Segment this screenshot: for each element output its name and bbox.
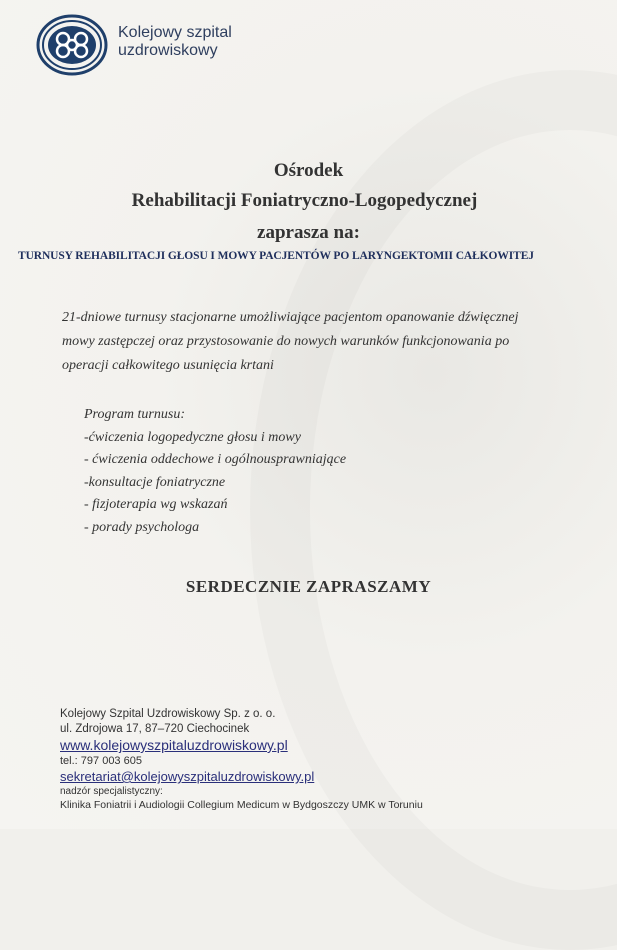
title-line-1: Ośrodek xyxy=(273,160,344,181)
intro-paragraph xyxy=(62,306,592,378)
logo-line-1: Kolejowy szpital xyxy=(118,24,232,41)
footer-address: ul. Zdrojowa 17, 87–720 Ciechocinek xyxy=(60,723,250,735)
title-line-2: Rehabilitacji Foniatryczno-Logopedycznej xyxy=(131,190,478,211)
footer-company: Kolejowy Szpital Uzdrowiskowy Sp. z o. o. xyxy=(60,708,276,720)
hospital-logo-icon xyxy=(36,14,108,76)
footer-phone: tel.: 797 003 605 xyxy=(60,755,142,767)
program-item: - porady psychologa xyxy=(84,519,200,535)
footer-contact xyxy=(60,707,423,812)
footer-supervision: Klinika Foniatrii i Audiologii Collegium Medicum w Bydgoszczy UMK w Toruniu xyxy=(60,799,423,811)
footer-supervision-label: nadzór specjalistyczny: xyxy=(60,786,163,797)
intro-line-3: operacji całkowitego usunięcia krtani xyxy=(62,358,274,373)
program-item: - ćwiczenia oddechowe i ogólnousprawniające xyxy=(84,452,347,467)
event-subtitle: TURNUSY REHABILITACJI GŁOSU I MOWY PACJENTÓW PO LARYNGEKTOMII CAŁKOWITEJ xyxy=(18,250,534,262)
program-item: - fizjoterapia wg wskazań xyxy=(84,497,228,512)
program-item: -ćwiczenia logopedyczne głosu i mowy xyxy=(84,429,301,445)
intro-line-1: 21-dniowe turnusy stacjonarne umożliwiające pacjentom opanowanie dźwięcznej xyxy=(62,310,519,325)
email-link[interactable]: sekretariat@kolejowyszpitaluzdrowiskowy.pl xyxy=(60,769,315,784)
program-item: -konsultacje foniatryczne xyxy=(84,474,226,490)
title-line-3: zaprasza na: xyxy=(257,222,360,243)
logo-wordmark xyxy=(118,24,232,60)
website-link[interactable]: www.kolejowyszpitaluzdrowiskowy.pl xyxy=(60,737,288,753)
program-list xyxy=(84,404,346,539)
program-heading: Program turnusu: xyxy=(84,407,185,422)
logo-line-2: uzdrowiskowy xyxy=(118,42,218,59)
closing-invitation: SERDECZNIE ZAPRASZAMY xyxy=(185,577,432,596)
intro-line-2: mowy zastępczej oraz przystosowanie do nowych warunków funkcjonowania po xyxy=(62,334,510,349)
